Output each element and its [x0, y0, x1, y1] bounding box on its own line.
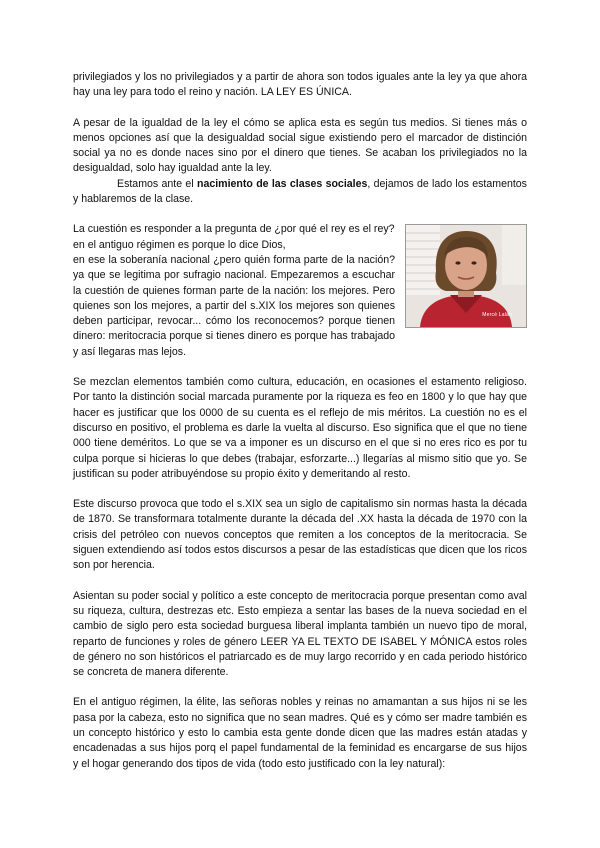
paragraph-4-block [73, 222, 527, 360]
paragraph-7: Asientan su poder social y político a este concepto de meritocracia porque presentan como aval su riqueza, cultura, destrezas etc. Esto empieza a sentar las bases de la nueva sociedad en el cambio de siglo pero esta sociedad burguesa liberal implanta también un nuevo tipo de moral, reparto de funciones y roles de género LEER YA EL TEXTO DE ISABEL Y MÓNICA estos roles de género no son históricos el patriarcado es de muy largo recorrido y en cada periodo histórico se concreta de manera diferente. [73, 589, 527, 679]
paragraph-4-line-2: en el antiguo régimen es porque lo dice Dios, [73, 238, 286, 251]
social-classes-highlight: nacimiento de las clases sociales [196, 177, 368, 190]
paragraph-4-line-1: La cuestión es responder a la pregunta de ¿por qué el rey es el rey? [73, 223, 395, 236]
paragraph-3-start: Estamos ante el [117, 177, 197, 190]
meme-caption: Mercè Lalán [482, 312, 512, 319]
paragraph-2: A pesar de la igualdad de la ley el cómo se aplica esta es según tus medios. Si tienes más o menos opciones así que la desigualdad social sigue existiendo pero el marcador de distinción social ya no es donde naces sino por el dinero que tienes. Se acaban los privilegiados no la desigualdad, solo hay igualdad ante la ley. [73, 116, 527, 175]
paragraph-3-end: , dejamos de lado los estamentos y hablaremos de la clase. [73, 177, 527, 206]
paragraph-5: Se mezclan elementos también como cultura, educación, en ocasiones el estamento religioso. Por tanto la distinción social marcada puramente por la riqueza es feo en 1800 y lo que hay que hacer es justificar que los 0000 de su cuenta es el reflejo de mis méritos. La cuestión no es el discurso en positivo, el problema es darle la vuelta al discurso. Eso significa que el que no tiene 000 tiene deméritos. Lo que se va a imponer es un discurso en el que si no eres rico es por tu culpa porque si hicieras lo que debes (trabajar, esforzarte...) llegarías al mismo sitio que yo. Se justifican su poder atribuyéndose su propio éxito y demeritando al resto. [73, 376, 527, 480]
paragraph-1: privilegiados y los no privilegiados y a partir de ahora son todos iguales ante la ley ya que ahora hay una ley para todo el reino y nación. LA LEY ES ÚNICA. [73, 71, 527, 99]
paragraph-3 [73, 177, 527, 208]
paragraph-6: Este discurso provoca que todo el s.XIX sea un siglo de capitalismo sin normas hasta la década de 1870. Se transformara totalmente durante la década del .XX hasta la década de 1970 con la crisis del petróleo con nuevos conceptos que remiten a los conceptos de la meritocracia. Se siguen extendiendo así todos estos discursos a pesar de las estadísticas que dicen que los ricos son por herencia. [73, 498, 527, 572]
paragraph-4-rest: en ese la soberanía nacional ¿pero quién forma parte de la nación? ya que se legitima por sufragio nacional. Empezaremos a escuchar la cuestión de quienes forman parte de la nación: los mejores. Pero quienes son los mejores, a partir del s.XIX los mejores son quienes deben participar, revocar... cómo los reconocemos? porque tienen dinero: meritocracia porque si tienes dinero es porque has trabajado y así llegaras mas lejos. [73, 253, 395, 358]
meme-photo [405, 224, 527, 328]
paragraph-8: En el antiguo régimen, la élite, las señoras nobles y reinas no amamantan a sus hijos ni se les pasa por la cabeza, esto no significa que no sean madres. Qué es y cómo ser madre también es un concepto histórico y esto lo cambia esta gente donde dicen que las madres están atadas y encadenadas a sus hijos porq el papel fundamental de la feminidad es encargarse de sus hijos y el hogar generando dos tipos de vida (todo esto justificado con la ley natural): [73, 696, 527, 770]
document-body [73, 70, 527, 772]
